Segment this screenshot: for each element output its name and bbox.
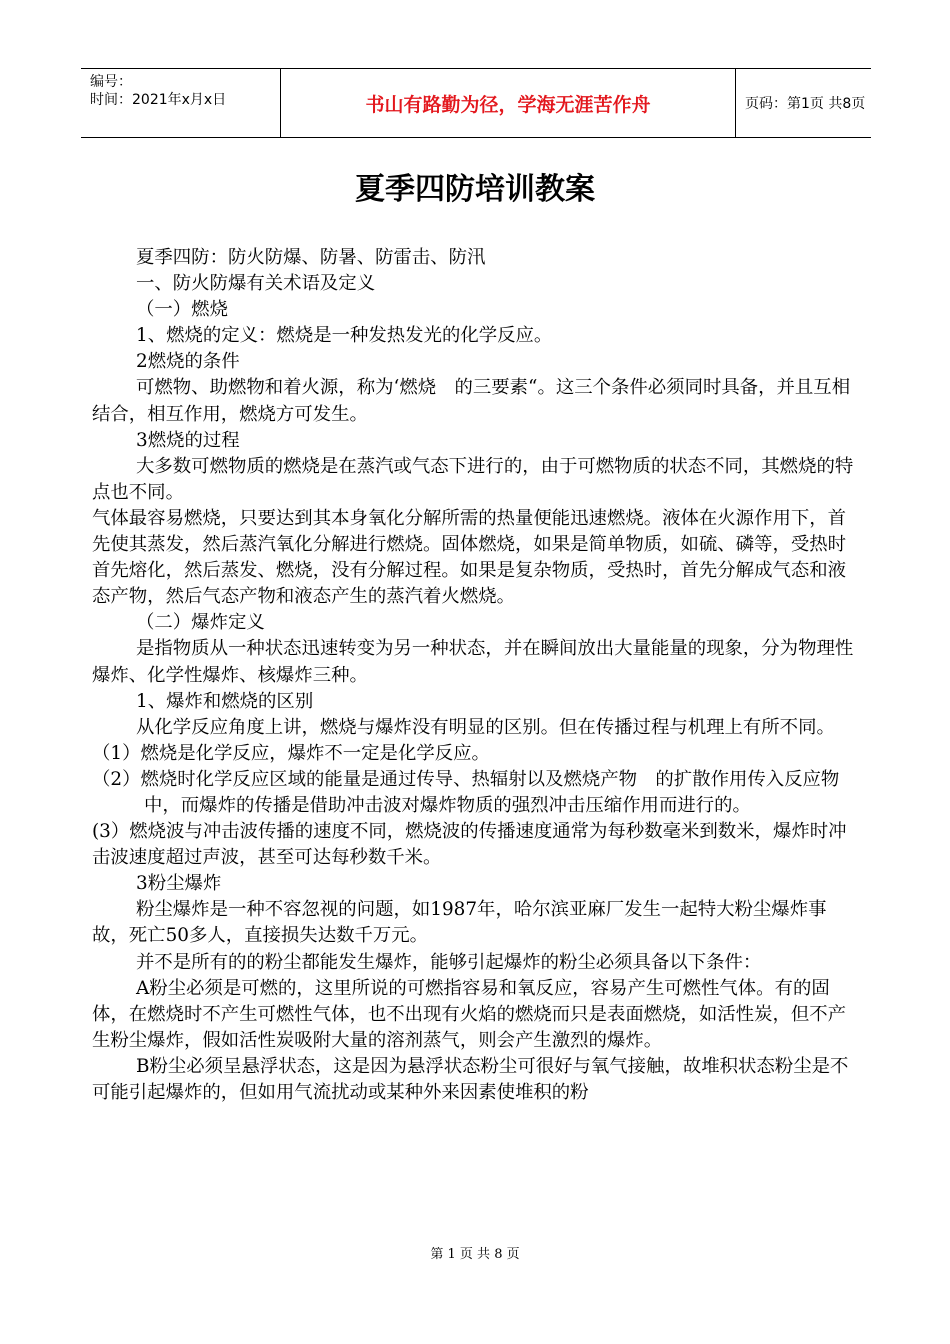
list-item: （1）燃烧是化学反应，爆炸不一定是化学反应。 — [92, 742, 490, 764]
paragraph: 从化学反应角度上讲，燃烧与爆炸没有明显的区别。但在传播过程与机理上有所不同。 — [136, 716, 835, 738]
subsection-heading: 2燃烧的条件 — [136, 351, 240, 373]
subsection-heading: 3粉尘爆炸 — [136, 873, 222, 895]
paragraph: A粉尘必须是可燃的，这里所说的可燃指容易和氧反应，容易产生可燃性气体。有的固体，在燃烧时不产生可燃性气体，也不出现有火焰的燃烧而只是表面燃烧，如活性炭，但不产生粉尘爆炸，假如活性炭吸附大量的溶剂蒸气，则会产生激烈的爆炸。 — [92, 977, 847, 1051]
subsection-heading: 1、爆炸和燃烧的区别 — [136, 690, 314, 712]
document-number-label: 编号： — [90, 74, 132, 90]
paragraph: 夏季四防：防火防爆、防暑、防雷击、防汛 — [136, 247, 486, 268]
paragraph: 气体最容易燃烧，只要达到其本身氧化分解所需的热量便能迅速燃烧。液体在火源作用下，首先使其蒸发，然后蒸汽氧化分解进行燃烧。固体燃烧，如果是简单物质，如硫、磷等，受热时首先熔化，然后蒸发、燃烧，没有分解过程。如果是复杂物质，受热时，首先分解成气态和液态产物，然后气态产物和液态产生的蒸汽着火燃烧。 — [92, 507, 847, 608]
subsection-heading: （二）爆炸定义 — [136, 612, 265, 634]
list-item: (3）燃烧波与冲击波传播的速度不同，燃烧波的传播速度通常为每秒数毫米到数米，爆炸时冲击波速度超过声波，甚至可达每秒数千米。 — [92, 821, 847, 869]
paragraph: 可燃物、助燃物和着火源，称为‘燃烧 的三要素“。这三个条件必须同时具备，并且互相结合，相互作用，燃烧方可发生。 — [92, 377, 851, 425]
paragraph: 大多数可燃物质的燃烧是在蒸汽或气态下进行的，由于可燃物质的状态不同，其燃烧的特点也不同。 — [92, 455, 854, 503]
paragraph: 是指物质从一种状态迅速转变为另一种状态，并在瞬间放出大量能量的现象，分为物理性爆炸、化学性爆炸、核爆炸三种。 — [92, 638, 854, 686]
page-footer: 第 1 页 共 8 页 — [430, 1247, 520, 1262]
subsection-heading: （一）燃烧 — [136, 299, 228, 321]
paragraph: 并不是所有的的粉尘都能发生爆炸，能够引起爆炸的粉尘必须具备以下条件： — [136, 951, 762, 973]
list-item: （2）燃烧时化学反应区域的能量是通过传导、热辐射以及燃烧产物 的扩散作用传入反应物中，而爆炸的传播是借助冲击波对爆炸物质的强烈冲击压缩作用而进行的。 — [92, 768, 840, 816]
header-page-label: 页码：第1页 共8页 — [745, 96, 866, 112]
document-time-label: 时间：2021年x月x日 — [90, 92, 227, 108]
header-motto: 书山有路勤为径，学海无涯苦作舟 — [281, 69, 736, 137]
paragraph: B粉尘必须呈悬浮状态，这是因为悬浮状态粉尘可很好与氧气接触，故堆积状态粉尘是不可能引起爆炸的，但如用气流扰动或某种外来因素使堆积的粉 — [92, 1055, 849, 1103]
document-title: 夏季四防培训教案 — [355, 172, 595, 207]
header-meta-cell — [81, 69, 281, 137]
subsection-heading: 3燃烧的过程 — [136, 429, 240, 451]
document-body — [92, 245, 860, 1106]
paragraph: 1、燃烧的定义：燃烧是一种发热发光的化学反应。 — [136, 325, 553, 347]
paragraph: 粉尘爆炸是一种不容忽视的问题，如1987年，哈尔滨亚麻厂发生一起特大粉尘爆炸事故，死亡50多人，直接损失达数千万元。 — [92, 899, 827, 947]
section-heading: 一、防火防爆有关术语及定义 — [136, 273, 376, 295]
header-table — [81, 68, 871, 138]
